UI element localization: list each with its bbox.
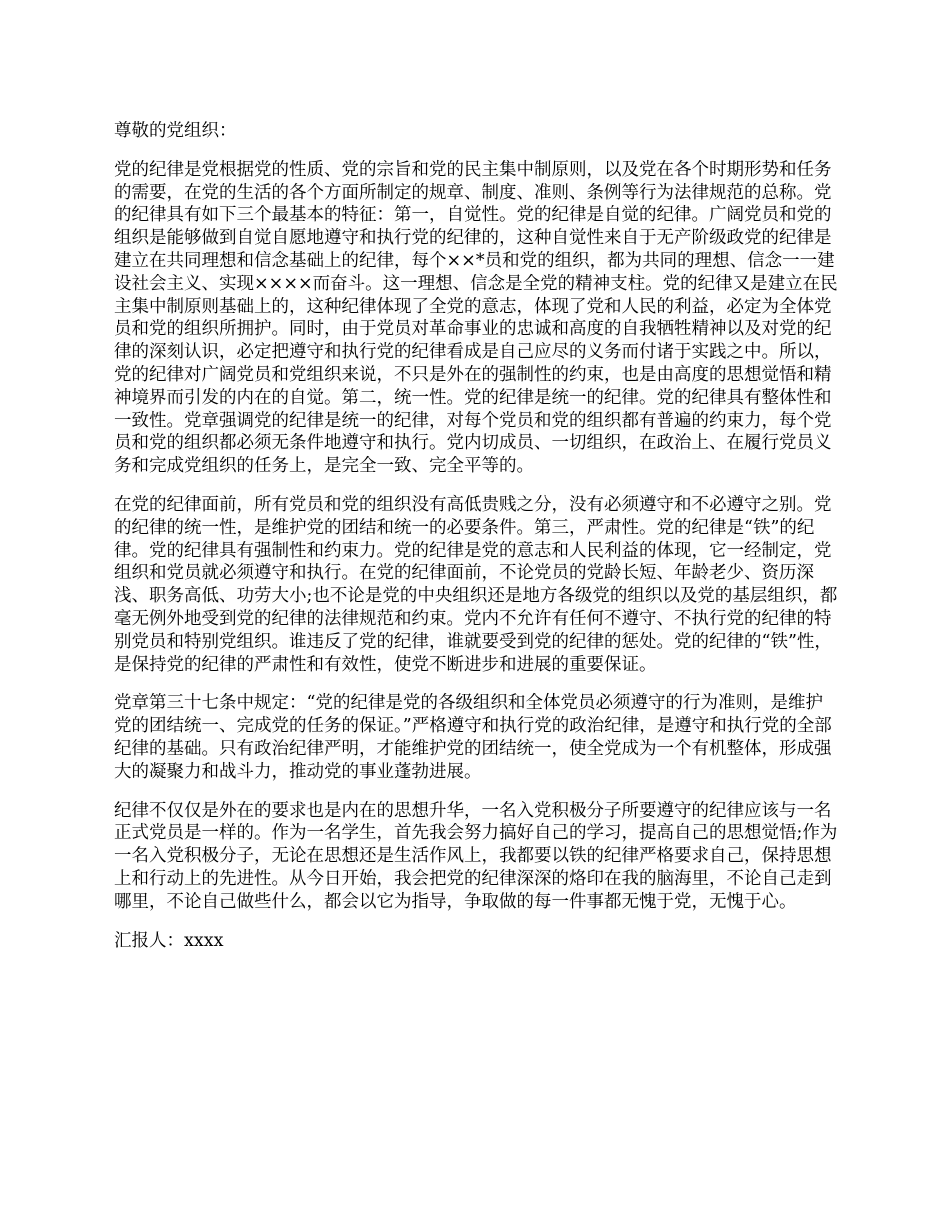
signature: 汇报人：xxxx	[114, 930, 224, 951]
document-page	[114, 120, 840, 952]
body-paragraph-4: 纪律不仅仅是外在的要求也是内在的思想升华，一名入党积极分子所要遵守的纪律应该与一名正式党员是一样的。作为一名学生，首先我会努力搞好自己的学习，提高自己的思想觉悟;作为一名入党积极分子，无论在思想还是生活作风上，我都要以铁的纪律严格要求自己，保持思想上和行动上的先进性。从今日开始，我会把党的纪律深深的烙印在我的脑海里，不论自己走到哪里，不论自己做些什么，都会以它为指导，争取做的每一件事都无愧于党，无愧于心。	[114, 800, 838, 912]
body-paragraph-1: 党的纪律是党根据党的性质、党的宗旨和党的民主集中制原则，以及党在各个时期形势和任务的需要，在党的生活的各个方面所制定的规章、制度、准则、条例等行为法律规范的总称。党的纪律具有如下三个最基本的特征：第一，自觉性。党的纪律是自觉的纪律。广阔党员和党的组织是能够做到自觉自愿地遵守和执行党的纪律的，这种自觉性来自于无产阶级政党的纪律是建立在共同理想和信念基础上的纪律，每个××*员和党的组织，都为共同的理想、信念一一建设社会主义、实现××××而奋斗。这一理想、信念是全党的精神支柱。党的纪律又是建立在民主集中制原则基础上的，这种纪律体现了全党的意志，体现了党和人民的利益，必定为全体党员和党的组织所拥护。同时，由于党员对革命事业的忠诚和高度的自我牺牲精神以及对党的纪律的深刻认识，必定把遵守和执行党的纪律看成是自己应尽的义务而付诸于实践之中。所以，党的纪律对广阔党员和党组织来说，不只是外在的强制性的约束，也是由高度的思想觉悟和精神境界而引发的内在的自觉。第二，统一性。党的纪律是统一的纪律。党的纪律具有整体性和一致性。党章强调党的纪律是统一的纪律，对每个党员和党的组织都有普遍的约束力，每个党员和党的组织都必须无条件地遵守和执行。党内切成员、一切组织，在政治上、在履行党员义务和完成党组织的任务上，是完全一致、完全平等的。	[114, 159, 838, 477]
salutation: 尊敬的党组织：	[114, 121, 237, 141]
body-paragraph-3: 党章第三十七条中规定：“党的纪律是党的各级组织和全体党员必须遵守的行为准则，是维护党的团结统一、完成党的任务的保证。”严格遵守和执行党的政治纪律，是遵守和执行党的全部纪律的基础。只有政治纪律严明，才能维护党的团结统一，使全党成为一个有机整体，形成强大的凝聚力和战斗力，推动党的事业蓬勃进展。	[114, 693, 832, 782]
body-paragraph-2: 在党的纪律面前，所有党员和党的组织没有高低贵贱之分，没有必须遵守和不必遵守之别。党的纪律的统一性，是维护党的团结和统一的必要条件。第三，严肃性。党的纪律是“铁”的纪律。党的纪律具有强制性和约束力。党的纪律是党的意志和人民利益的体现，它一经制定，党组织和党员就必须遵守和执行。在党的纪律面前，不论党员的党龄长短、年龄老少、资历深浅、职务高低、功劳大小;也不论是党的中央组织还是地方各级党的组织以及党的基层组织，都毫无例外地受到党的纪律的法律规范和约束。党内不允许有任何不遵守、不执行党的纪律的特别党员和特别党组织。谁违反了党的纪律，谁就要受到党的纪律的惩处。党的纪律的“铁”性，是保持党的纪律的严肃性和有效性，使党不断进步和进展的重要保证。	[114, 494, 838, 675]
